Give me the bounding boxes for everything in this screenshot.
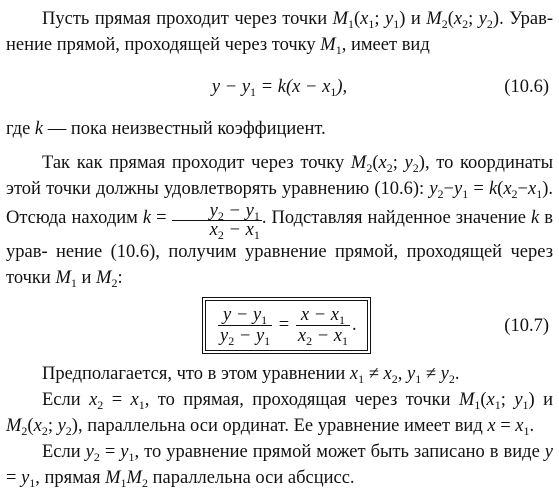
paragraph-assumption: Предполагается, что в этом уравнении $x_1 \ne x_2$, $y_1 \ne y_2$. bbox=[42, 364, 460, 386]
paragraph-intro: Пусть прямая проходит через точки $M_1(x_1$; $y_1$) и $M_2(x_2$; $y_2$). Урав- нение прямой, проходящей через точку $M_1$, имеет вид bbox=[6, 9, 554, 57]
paragraph-case-y: Если $y_2 = y_1$, то уравнение прямой может быть записано в виде $y = y_1$, прямая $M_1M_2$ параллельна оси абсцисс. bbox=[6, 442, 554, 490]
equation-10-7 bbox=[6, 297, 553, 355]
text: Пусть прямая проходит через точки bbox=[42, 9, 333, 29]
text: нение прямой, проходящей через точку bbox=[6, 35, 321, 55]
equation-number: (10.6) bbox=[504, 77, 549, 97]
paragraph-derivation: Так как прямая проходит через точку $M_2(x_2$; $y_2$), то координаты этой точки должны удовлетворять уравнению (10.6): $y_2-y_1 = k(x_2-x_1)$. Отсюда находим k = $\frac{y_2 - y_1}{x_2 - x_1}$ . Подставляя найденное значение k в урав- нение (10.6), получим уравнение прямой, проходящей через точки $M_1$ и $M_2$: bbox=[6, 153, 554, 290]
paragraph-case-x: Если $x_2 = x_1$, то прямая, проходящая через точки $M_1(x_1$; $y_1$) и $M_2(x_2$; $y_2$), параллельна оси ординат. Ее уравнение имеет вид $x = x_1$. bbox=[6, 390, 554, 438]
equation-number: (10.7) bbox=[504, 316, 549, 336]
paragraph-k: где k — пока неизвестный коэффициент. bbox=[6, 119, 326, 139]
text: и bbox=[405, 9, 427, 29]
text: , имеет вид bbox=[341, 35, 430, 55]
equation-10-6 bbox=[6, 70, 553, 106]
text: . Урав- bbox=[499, 9, 554, 29]
equation-box: $\frac{y - y_1}{y_2 - y_1}$ = $\frac{x - x_1}{x_2 - x_1}$ . bbox=[202, 297, 371, 354]
k-fraction: $\frac{y_2 - y_1}{x_2 - x_1}$ bbox=[172, 202, 262, 239]
equation-body: $y - y_1 = k(x - x_1)$, bbox=[211, 77, 348, 99]
